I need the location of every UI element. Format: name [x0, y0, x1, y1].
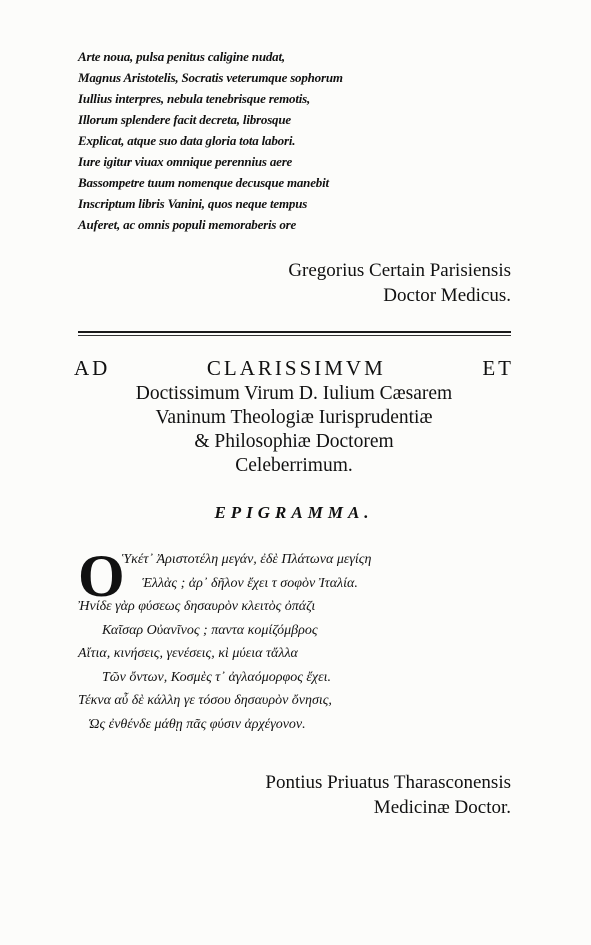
signature-name: Pontius Priuatus Tharasconensis	[265, 772, 511, 793]
signature-name: Gregorius Certain Parisiensis	[288, 260, 511, 281]
dedication-word: ET	[482, 356, 514, 380]
greek-line: Ἑλλὰς ; ἀρ᾽ δῆλον ἔχει τ σοφὸν Ἰταλία.	[142, 575, 358, 591]
greek-line: Ἠνίδε γὰρ φύσεως δησαυρὸν κλειτὸς ὀπάζι	[78, 599, 316, 614]
dedication-line: Celeberrimum.	[235, 455, 353, 476]
verse-line: Inscriptum libris Vanini, quos neque tempus	[78, 196, 308, 211]
greek-line: Αἴτια, κινήσεις, γενέσεις, κὶ μύεια τἄλλα	[78, 646, 298, 661]
verse-line: Magnus Aristotelis, Socratis veterumque sophorum	[78, 70, 343, 85]
greek-line: Ὡς ἐνθένδε μάθῃ πᾶς φύσιν ἀρχέγονον.	[88, 716, 306, 732]
dedication-line: Vaninum Theologiæ Iurisprudentiæ	[155, 407, 433, 428]
signature-priuatus	[265, 770, 511, 820]
signature-certain	[288, 258, 511, 308]
signature-title: Medicinæ Doctor.	[373, 797, 511, 818]
section-divider-thin	[78, 335, 511, 336]
dedication-first-line	[74, 354, 514, 382]
greek-line: Τέκνα αὖ δὲ κάλλη γε τόσου δησαυρὸν ὄνησις,	[78, 693, 332, 708]
section-divider	[78, 331, 511, 333]
dedication-line: & Philosophiæ Doctorem	[194, 431, 394, 452]
verse-line: Arte noua, pulsa penitus caligine nudat,	[78, 49, 285, 64]
greek-line: Ὑκέτ᾽ Ἀριστοτέλη μεγάν, ἐδὲ Πλάτωνα μεγίςη	[122, 552, 372, 567]
drop-cap: O	[78, 543, 125, 609]
verse-line: Explicat, atque suo data gloria tota labori.	[78, 133, 296, 148]
verse-line: Auferet, ac omnis populi memoraberis ore	[78, 217, 297, 232]
verse-line: Iure igitur viuax omnique perennius aere	[78, 154, 293, 169]
verse-line: Illorum splendere facit decreta, librosque	[78, 112, 291, 127]
greek-verse	[78, 543, 518, 736]
greek-line: Τῶν ὄντων, Κοσμὲς τ᾽ ἀγλαόμορφος ἔχει.	[102, 669, 331, 685]
signature-title: Doctor Medicus.	[383, 285, 511, 306]
verse-line: Bassompetre tuum nomenque decusque manebit	[78, 175, 329, 190]
dedication-word: CLARISSIMVM	[206, 356, 386, 380]
dedication-heading	[74, 354, 514, 478]
epigram-title: EPIGRAMMA.	[214, 503, 374, 522]
latin-verse	[78, 46, 518, 235]
verse-line: Iullius interpres, nebula tenebrisque remotis,	[78, 91, 311, 106]
dedication-line: Doctissimum Virum D. Iulium Cæsarem	[135, 383, 453, 404]
greek-line: Καῖσαρ Οὐανῖνος ; παντα κομίζόμβρος	[102, 622, 318, 638]
dedication-word: AD	[74, 356, 111, 380]
